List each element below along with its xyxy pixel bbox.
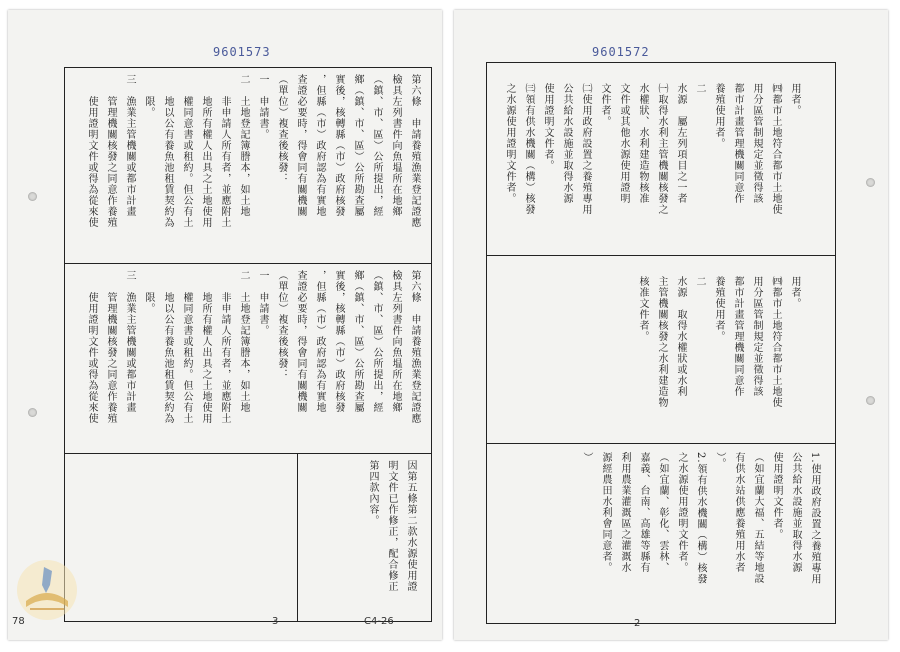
text-column: 公共給水設施並取得水源: [561, 83, 572, 204]
text-column: 地以公有養魚池租賃契約為: [162, 74, 173, 228]
text-column: 利用農業灌溉區之灌溉水: [619, 452, 630, 573]
text-column: 之水源使用證明文件者。: [504, 83, 515, 204]
right-row-2: [487, 256, 835, 443]
text-column: 查證必要時，得會同有關機關: [295, 74, 306, 217]
text-column: 管理機關核發之同意作養殖: [105, 74, 116, 228]
text-column: 養殖使用者。: [713, 276, 724, 342]
text-column: 用分區管制規定並徵得該: [751, 276, 762, 397]
text-column: 之水源使用證明文件者。: [676, 452, 687, 573]
text-column: 都市計畫管理機關同意作: [732, 276, 743, 397]
text-column: ㈠取得水利主管機關核發之: [656, 83, 667, 215]
text-column: 查證必要時，得會同有關機關: [295, 270, 306, 413]
text-column: 文件或其他水源使用證明: [618, 83, 629, 204]
text-column: 使用證明文件者。: [542, 83, 553, 171]
text-column: 限。: [143, 270, 154, 314]
text-column: 二 土地登記簿謄本，如土地: [238, 270, 249, 413]
text-column: ㈡使用政府設置之養殖專用: [580, 83, 591, 215]
text-column: 使用證明文件者。: [771, 452, 782, 540]
punch-hole: [28, 192, 37, 201]
text-column: 實後，核轉縣（市）政府核發: [333, 74, 344, 217]
text-column: ）。: [714, 452, 725, 469]
text-column: 嘉義、台南、高雄等縣有: [638, 452, 649, 573]
text-column: （如宜蘭、彰化、雲林、: [657, 452, 668, 573]
text-column: 非申請人所有者，並應附土: [219, 270, 230, 424]
text-column: 2.領有供水機關（構）核發: [695, 452, 706, 585]
text-column: 地以公有養魚池租賃契約為: [162, 270, 173, 424]
text-column: 限。: [143, 74, 154, 118]
doc-number: 9601572: [592, 45, 650, 59]
text-column: ）: [581, 452, 592, 463]
right-row-1: [487, 63, 835, 255]
text-column: 實後，核轉縣（市）政府核發: [333, 270, 344, 413]
text-column: （單位）複查後核發：: [276, 270, 287, 380]
text-column: 二: [694, 83, 705, 94]
left-row-1: [65, 68, 431, 263]
left-row-3-note: [298, 454, 431, 621]
text-column: 因第五條第二款水源使用證: [405, 460, 416, 592]
text-column: 一 申請書。: [257, 74, 268, 140]
text-column: 第六條 申請養殖漁業登記證應: [409, 74, 420, 228]
text-column: 第四款內容。: [367, 460, 378, 526]
text-column: 三 漁業主管機關或都市計畫: [124, 270, 135, 413]
text-column: 管理機關核發之同意作養殖: [105, 270, 116, 424]
text-column: （單位）複查後核發：: [276, 74, 287, 184]
right-page: [454, 10, 888, 640]
text-column: 1.使用政府設置之養殖專用: [809, 452, 820, 585]
text-column: （如宜蘭大福、五結等地設: [752, 452, 763, 584]
text-column: 一 申請書。: [257, 270, 268, 336]
text-column: 有供水站供應養殖用水者: [733, 452, 744, 573]
page-number: 3: [272, 616, 279, 627]
text-column: 水源 屬左列項目之一者: [675, 83, 686, 204]
text-column: ㈢領有供水機關（構）核發: [523, 83, 534, 215]
left-row-2: [65, 264, 431, 453]
text-column: 檢具左列書件向魚塭所在地鄉: [390, 74, 401, 217]
text-column: 檢具左列書件向魚塭所在地鄉: [390, 270, 401, 413]
text-column: 鄉（鎮、市、區）公所勘查屬: [352, 270, 363, 413]
right-table: [486, 62, 836, 624]
text-column: 水源 取得水權狀或水利: [675, 276, 686, 397]
text-column: 第六條 申請養殖漁業登記證應: [409, 270, 420, 424]
text-column: 權同意書或租約。但公有土: [181, 74, 192, 228]
punch-hole: [866, 178, 875, 187]
text-column: 明文件已作修正，配合修正: [386, 460, 397, 592]
text-column: 養殖使用者。: [713, 83, 724, 149]
text-column: ㈣都市土地符合都市土地使: [770, 276, 781, 408]
library-logo: [12, 555, 82, 625]
text-column: 地所有權人出具之土地使用: [200, 74, 211, 228]
text-column: （鎮、市、區）公所提出，經: [371, 270, 382, 413]
text-column: 鄉（鎮、市、區）公所勘查屬: [352, 74, 363, 217]
text-column: 使用證明文件或得為從來使: [86, 270, 97, 424]
text-column: 水權狀、水利建造物核准: [637, 83, 648, 204]
punch-hole: [866, 396, 875, 405]
text-column: 三 漁業主管機關或都市計畫: [124, 74, 135, 217]
text-column: 公共給水設施並取得水源: [790, 452, 801, 573]
text-column: 主管機關核發之水利建造物: [656, 276, 667, 408]
text-column: 二: [694, 276, 705, 287]
margin-mark: 78: [12, 616, 25, 627]
text-column: 用者。: [789, 83, 800, 116]
right-row-3: [487, 444, 835, 623]
left-page: [8, 10, 442, 640]
text-column: 權同意書或租約。但公有土: [181, 270, 192, 424]
text-column: 核准文件者。: [637, 276, 648, 342]
text-column: 二 土地登記簿謄本，如土地: [238, 74, 249, 217]
text-column: 地所有權人出具之土地使用: [200, 270, 211, 424]
text-column: ㈣都市土地符合都市土地使: [770, 83, 781, 215]
page-number: 2: [634, 618, 641, 629]
text-column: ，但縣（市）政府認為有實地: [314, 270, 325, 413]
doc-number: 9601573: [213, 45, 271, 59]
text-column: 使用證明文件或得為從來使: [86, 74, 97, 228]
text-column: 都市計畫管理機關同意作: [732, 83, 743, 204]
page-code: C4-26: [364, 616, 394, 627]
punch-hole: [28, 408, 37, 417]
text-column: 用分區管制規定並徵得該: [751, 83, 762, 204]
text-column: （鎮、市、區）公所提出，經: [371, 74, 382, 217]
text-column: 用者。: [789, 276, 800, 309]
text-column: 源經農田水利會同意者。: [600, 452, 611, 573]
left-table: [64, 67, 432, 622]
text-column: 非申請人所有者，並應附土: [219, 74, 230, 228]
text-column: ，但縣（市）政府認為有實地: [314, 74, 325, 217]
text-column: 文件者。: [599, 83, 610, 127]
